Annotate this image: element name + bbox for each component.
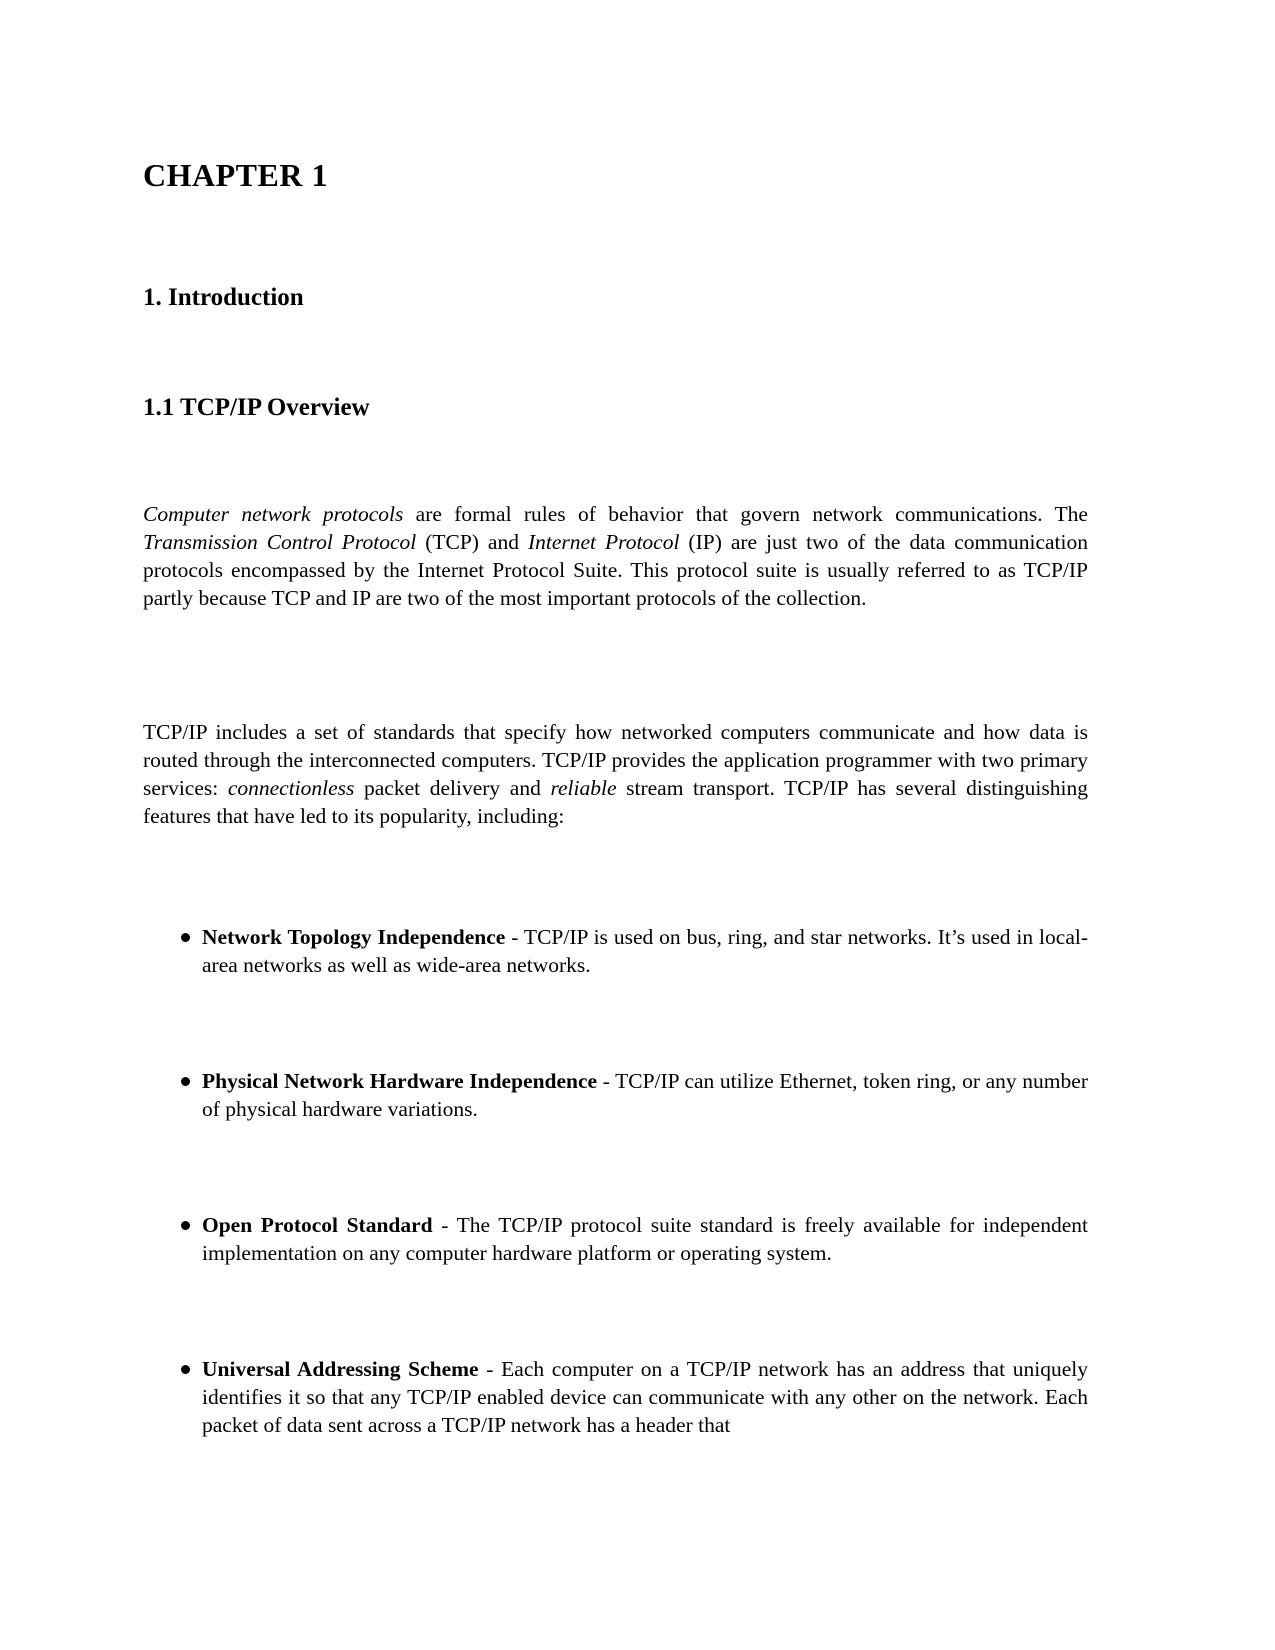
list-item-open-protocol — [143, 1211, 1088, 1267]
bullet-dot-icon — [181, 1221, 190, 1230]
paragraph-tcpip-standards: TCP/IP includes a set of standards that specify how networked computers communicate and how data is routed through the interconnected computers. TCP/IP provides the application programmer with two primary services: connectionless packet delivery and reliable stream transport. TCP/IP has several distinguishing features that have led to its popularity, including: — [143, 720, 1088, 828]
bullet-dot-icon — [181, 933, 190, 942]
list-item-network-topology — [143, 923, 1088, 979]
list-item-universal-addressing — [143, 1355, 1088, 1439]
list-item-hardware-independence — [143, 1067, 1088, 1123]
bullet-dot-icon — [181, 1365, 190, 1374]
section-heading-introduction: 1. Introduction — [143, 284, 304, 311]
list-item-text: Physical Network Hardware Independence - TCP/IP can utilize Ethernet, token ring, or any number of physical hardware variations. — [202, 1069, 1088, 1121]
list-item-text: Network Topology Independence - TCP/IP is used on bus, ring, and star networks. It’s used in local-area networks as well as wide-area networks. — [202, 925, 1088, 977]
list-item-text: Universal Addressing Scheme - Each computer on a TCP/IP network has an address that uniquely identifies it so that any TCP/IP enabled device can communicate with any other on the network. Each packet of data sent across a TCP/IP network has a header that — [202, 1357, 1088, 1437]
feature-list — [143, 923, 1088, 1439]
chapter-title: CHAPTER 1 — [143, 157, 328, 193]
paragraph-protocol-definition: Computer network protocols are formal rules of behavior that govern network communications. The Transmission Control Protocol (TCP) and Internet Protocol (IP) are just two of the data communication protocols encompassed by the Internet Protocol Suite. This protocol suite is usually referred to as TCP/IP partly because TCP and IP are two of the most important protocols of the collection. — [143, 502, 1088, 610]
list-item-text: Open Protocol Standard - The TCP/IP protocol suite standard is freely available for independent implementation on any computer hardware platform or operating system. — [202, 1213, 1088, 1265]
bullet-dot-icon — [181, 1077, 190, 1086]
subsection-heading-tcpip-overview: 1.1 TCP/IP Overview — [143, 394, 370, 421]
